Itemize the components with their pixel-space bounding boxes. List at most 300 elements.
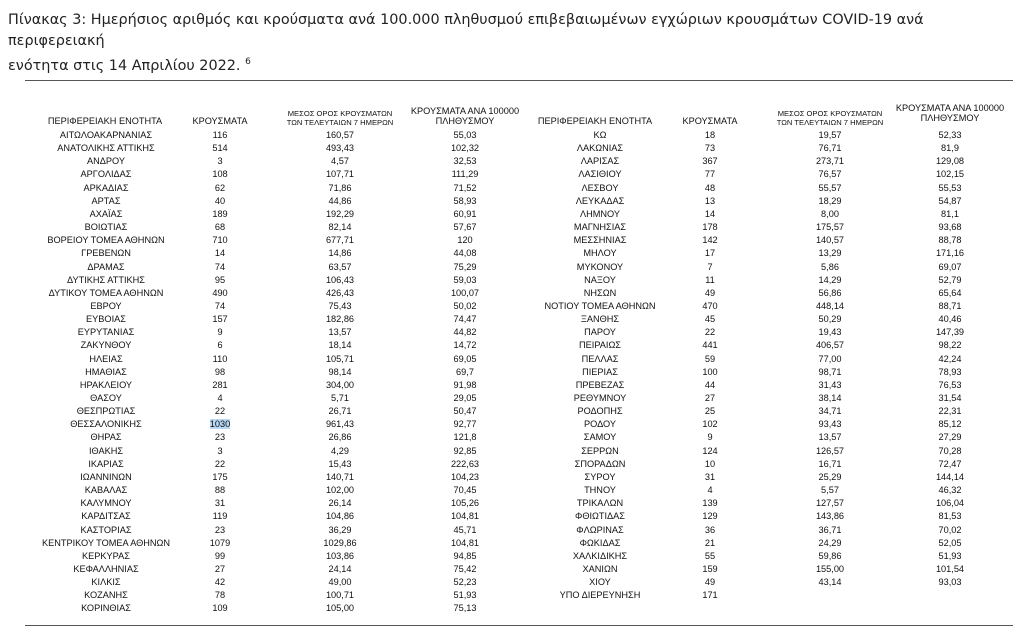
cell-cases: 74 [214,300,226,311]
cell-avg7: 75,43 [328,300,352,311]
table-row [0,182,1024,195]
cell-per100k: 52,05 [938,537,962,548]
cell-per100k: 78,93 [938,366,962,377]
cell-per100k: 70,02 [938,524,962,535]
cell-region: ΛΑΡΙΣΑΣ [580,156,620,167]
cell-cases: 124 [702,445,718,456]
cell-cases: 142 [702,235,718,246]
cell-cases: 129 [702,511,718,522]
cell-avg7: 140,71 [325,471,355,482]
table-row [0,563,1024,576]
cell-region: ΧΙΟΥ [589,577,611,588]
cell-avg7: 14,29 [818,274,842,285]
cell-region: ΡΟΔΟΥ [583,419,616,430]
cell-cases: 139 [702,498,718,509]
cell-region: ΚΕΦΑΛΛΗΝΙΑΣ [73,563,139,574]
cell-per100k: 50,47 [453,406,477,417]
table-row [0,471,1024,484]
cell-per100k: 58,93 [453,195,477,206]
cell-avg7: 63,57 [328,261,352,272]
cell-per100k: 104,81 [450,511,480,522]
cell-avg7: 25,29 [818,471,842,482]
cell-per100k: 51,93 [453,590,477,601]
cell-region: ΗΡΑΚΛΕΙΟΥ [79,379,133,390]
cell-region: ΚΑΛΥΜΝΟΥ [80,498,132,509]
cell-region: ΖΑΚΥΝΘΟΥ [80,340,132,351]
cell-per100k: 94,85 [453,550,477,561]
cell-region: ΝΟΤΙΟΥ ΤΟΜΕΑ ΑΘΗΝΩΝ [544,300,656,311]
cell-avg7: 5,57 [821,485,839,496]
cell-cases: 13 [704,195,716,206]
cell-cases: 171 [702,590,718,601]
cell-region: ΙΚΑΡΙΑΣ [88,458,124,469]
cell-per100k: 144,14 [935,471,965,482]
table-row [0,366,1024,379]
cell-per100k: 92,85 [453,445,477,456]
cell-cases: 22 [214,406,226,417]
cell-region: ΛΕΣΒΟΥ [581,182,619,193]
selected-cell-text[interactable]: 1030 [209,419,231,430]
cell-avg7: 15,43 [328,458,352,469]
cell-region: ΣΕΡΡΩΝ [581,445,619,456]
cell-cases: 4 [217,393,223,403]
cell-cases: 27 [704,393,716,403]
cell-region: ΚΟΡΙΝΘΙΑΣ [81,603,131,614]
cell-region: ΒΟΡΕΙΟΥ ΤΟΜΕΑ ΑΘΗΝΩΝ [47,235,165,246]
cell-cases: 710 [212,235,228,246]
cell-avg7: 175,57 [815,222,845,233]
cell-per100k: 100,07 [450,287,480,298]
cell-avg7: 55,57 [818,182,842,193]
header-per100k-right-line1: ΚΡΟΥΣΜΑΤΑ ΑΝΑ 100000 [895,103,1005,113]
table-row [0,602,1024,615]
header-region-left: ΠΕΡΙΦΕΡΕΙΑΚΗ ΕΝΟΤΗΤΑ [47,116,163,126]
cell-per100k: 57,67 [453,222,477,233]
cell-avg7: 24,29 [818,537,842,548]
cell-per100k: 81,53 [938,511,962,522]
cell-region: ΧΑΝΙΩΝ [582,563,618,574]
cell-cases: 9 [707,432,713,443]
table-row [0,208,1024,221]
cell-cases: 23 [214,432,226,443]
table-row [0,326,1024,339]
cell-per100k: 32,53 [453,156,477,167]
cell-cases: 23 [214,524,226,535]
header-per100k-left [405,106,525,126]
cell-per100k: 104,81 [450,537,480,548]
cell-per100k: 88,71 [938,300,962,311]
table-row [0,142,1024,155]
cell-region: ΗΛΕΙΑΣ [89,353,123,364]
cell-per100k: 70,45 [453,485,477,496]
cell-cases: 49 [704,287,716,298]
cell-region: ΦΩΚΙΔΑΣ [579,537,621,548]
cell-per100k: 69,7 [456,366,474,377]
cell-cases: 22 [704,327,716,338]
cell-region: ΓΡΕΒΕΝΩΝ [81,248,131,259]
cell-avg7: 24,14 [328,563,352,574]
cell-cases: 14 [214,248,226,259]
cell-cases: 22 [214,458,226,469]
cell-cases: 514 [212,143,228,154]
cell-per100k: 93,68 [938,222,962,233]
cell-region: ΦΘΙΩΤΙΔΑΣ [574,511,625,522]
header-cases-left: ΚΡΟΥΣΜΑΤΑ [192,116,248,126]
cell-region: ΡΕΘΥΜΝΟΥ [573,393,627,403]
cell-per100k: 44,08 [453,248,477,259]
cell-per100k: 75,29 [453,261,477,272]
cell-avg7: 192,29 [325,208,355,219]
cell-per100k: 52,23 [453,577,477,588]
cell-per100k: 101,54 [935,563,965,574]
cell-avg7: 49,00 [328,577,352,588]
cell-avg7: 82,14 [328,222,352,233]
cell-region: ΕΥΒΟΙΑΣ [86,314,126,325]
table-row [0,353,1024,366]
cell-per100k: 65,64 [938,287,962,298]
cell-avg7: 961,43 [325,419,355,430]
cell-per100k: 104,23 [450,471,480,482]
cell-per100k: 147,39 [935,327,965,338]
cell-cases: 4 [707,485,713,496]
cell-avg7: 16,71 [818,458,842,469]
table-row [0,431,1024,444]
table-row [0,195,1024,208]
cell-avg7: 26,14 [328,498,352,509]
cell-cases: 99 [214,550,226,561]
cell-avg7: 56,86 [818,287,842,298]
cell-per100k: 50,02 [453,300,477,311]
cell-avg7: 104,86 [325,511,355,522]
cell-per100k: 105,26 [450,498,480,509]
cell-cases: 98 [214,366,226,377]
cell-avg7: 77,00 [818,353,842,364]
cell-avg7: 5,71 [331,393,349,403]
cell-region: ΚΑΣΤΟΡΙΑΣ [80,524,132,535]
cell-per100k: 14,72 [453,340,477,351]
cell-cases: 74 [214,261,226,272]
cell-cases: 1079 [209,537,231,548]
cell-region: ΑΡΚΑΔΙΑΣ [83,182,129,193]
cell-per100k: 98,22 [938,340,962,351]
cell-avg7: 1029,86 [323,537,357,548]
table-row [0,418,1024,431]
cell-region: ΛΑΚΩΝΙΑΣ [576,143,624,154]
cell-per100k: 45,71 [453,524,477,535]
cell-per100k: 93,03 [938,577,962,588]
cell-cases: 109 [212,603,228,614]
cell-region: ΠΡΕΒΕΖΑΣ [575,379,625,390]
cell-avg7: 105,71 [325,353,355,364]
cell-cases: 367 [702,156,718,167]
cell-avg7: 127,57 [815,498,845,509]
cell-cases: 88 [214,485,226,496]
cell-avg7: 26,86 [328,432,352,443]
cell-per100k: 55,03 [453,130,477,140]
table-row [0,484,1024,497]
cell-region: ΥΠΟ ΔΙΕΡΕΥΝΗΣΗ [559,590,641,601]
caption-line-1: Πίνακας 3: Ημερήσιος αριθμός και κρούσματα ανά 100.000 πληθυσμού επιβεβαιωμένων εγχώριων κρουσμάτων COVID-19 ανά περιφερειακή [8,12,924,49]
cell-per100k: 91,98 [453,379,477,390]
cell-per100k: 44,82 [453,327,477,338]
table-row [0,313,1024,326]
cell-avg7: 76,57 [818,169,842,180]
cell-avg7: 406,57 [815,340,845,351]
cell-region: ΠΕΙΡΑΙΩΣ [579,340,621,351]
cell-per100k: 171,16 [935,248,965,259]
header-avg7-left-line2: ΤΩΝ ΤΕΛΕΥΤΑΙΩΝ 7 ΗΜΕΡΩΝ [286,118,394,127]
cell-cases: 44 [704,379,716,390]
cell-per100k: 71,52 [453,182,477,193]
cell-per100k: 88,78 [938,235,962,246]
cell-per100k: 75,13 [453,603,477,614]
cell-avg7: 36,71 [818,524,842,535]
cell-avg7: 13,57 [328,327,352,338]
header-avg7-right [760,109,900,127]
cell-region: ΙΘΑΚΗΣ [88,445,124,456]
cell-avg7: 493,43 [325,143,355,154]
cell-cases: 42 [214,577,226,588]
cell-region: ΚΙΛΚΙΣ [91,577,121,588]
cell-avg7: 107,71 [325,169,355,180]
cell-avg7: 103,86 [325,550,355,561]
cell-avg7: 5,86 [821,261,839,272]
cell-avg7: 44,86 [328,195,352,206]
cell-avg7: 18,29 [818,195,842,206]
cell-region: ΙΩΑΝΝΙΝΩΝ [80,471,132,482]
cell-cases: 73 [704,143,716,154]
cell-cases: 110 [212,353,228,364]
cell-region: ΜΕΣΣΗΝΙΑΣ [573,235,627,246]
cell-cases: 175 [212,471,228,482]
header-avg7-left-line1: ΜΕΣΟΣ ΟΡΟΣ ΚΡΟΥΣΜΑΤΩΝ [287,109,393,118]
cell-avg7: 98,71 [818,366,842,377]
caption-line-2: ενότητα στις 14 Απριλίου 2022. [8,57,241,74]
cell-region: ΤΗΝΟΥ [584,485,616,496]
cell-per100k: 31,54 [938,393,962,403]
cell-avg7: 155,00 [815,563,845,574]
cell-avg7: 31,43 [818,379,842,390]
cell-region: ΔΥΤΙΚΟΥ ΤΟΜΕΑ ΑΘΗΝΩΝ [48,287,164,298]
cell-avg7: 43,14 [818,577,842,588]
cell-cases: 441 [702,340,718,351]
header-cases-right: ΚΡΟΥΣΜΑΤΑ [682,116,738,126]
cell-region: ΤΡΙΚΑΛΩΝ [576,498,624,509]
cell-cases: 10 [704,458,716,469]
table-row [0,339,1024,352]
cell-per100k: 59,03 [453,274,477,285]
cell-cases: 95 [214,274,226,285]
cell-cases: 49 [704,577,716,588]
header-per100k-left-line1: ΚΡΟΥΣΜΑΤΑ ΑΝΑ 100000 [410,106,520,116]
cell-per100k: 29,05 [453,393,477,403]
cell-avg7: 4,57 [331,156,349,167]
cell-avg7: 19,57 [818,130,842,140]
cell-per100k: 222,63 [450,458,480,469]
cell-cases: 21 [704,537,716,548]
table-row [0,274,1024,287]
cell-region: ΜΗΛΟΥ [583,248,617,259]
cell-per100k: 106,04 [935,498,965,509]
table-row [0,300,1024,313]
cell-avg7: 304,00 [325,379,355,390]
cell-avg7: 71,86 [328,182,352,193]
cell-avg7: 59,86 [818,550,842,561]
cell-avg7: 160,57 [325,130,355,140]
cell-avg7: 106,43 [325,274,355,285]
cell-cases: 59 [704,353,716,364]
header-avg7-right-line2: ΤΩΝ ΤΕΛΕΥΤΑΙΩΝ 7 ΗΜΕΡΩΝ [776,118,884,127]
table-row [0,392,1024,405]
cell-cases: 48 [704,182,716,193]
cell-per100k: 75,42 [453,563,477,574]
cell-per100k: 69,05 [453,353,477,364]
cell-cases: 14 [704,208,716,219]
cell-avg7: 273,71 [815,156,845,167]
cell-per100k: 129,08 [935,156,965,167]
cell-avg7: 38,14 [818,393,842,403]
cell-per100k: 74,47 [453,314,477,325]
cell-cases: 11 [705,274,715,285]
cell-cases: 7 [707,261,713,272]
header-avg7-right-line1: ΜΕΣΟΣ ΟΡΟΣ ΚΡΟΥΣΜΑΤΩΝ [777,109,883,118]
table-row [0,287,1024,300]
cell-cases: 17 [704,248,716,259]
cell-cases: 116 [212,130,228,140]
cell-avg7: 182,86 [325,314,355,325]
cell-cases: 31 [214,498,226,509]
table-row [0,445,1024,458]
table-row [0,589,1024,602]
cell-per100k: 52,79 [938,274,962,285]
cell-region: ΘΗΡΑΣ [90,432,122,443]
caption-footnote: 6 [245,57,251,67]
cell-region: ΝΑΞΟΥ [584,274,616,285]
cell-avg7: 105,00 [325,603,355,614]
cell-avg7: 18,14 [328,340,352,351]
top-rule [25,80,1013,81]
cell-per100k: 27,29 [938,432,962,443]
cell-per100k: 55,53 [938,182,962,193]
cell-cases: 159 [702,563,718,574]
cell-per100k: 52,33 [938,130,962,140]
cell-per100k: 121,8 [453,432,477,443]
cell-per100k: 72,47 [938,458,962,469]
table-row [0,247,1024,260]
cell-per100k: 120 [457,235,473,246]
table-row [0,576,1024,589]
cell-region: ΧΑΛΚΙΔΙΚΗΣ [572,550,628,561]
cell-cases: 31 [704,471,716,482]
cell-region: ΚΑΒΑΛΑΣ [84,485,128,496]
cell-cases: 27 [214,563,226,574]
cell-avg7: 19,43 [818,327,842,338]
cell-region: ΞΑΝΘΗΣ [580,314,620,325]
cell-region: ΑΝΑΤΟΛΙΚΗΣ ΑΤΤΙΚΗΣ [57,143,155,154]
cell-avg7: 13,29 [818,248,842,259]
table-row [0,550,1024,563]
cell-region: ΛΗΜΝΟΥ [579,208,621,219]
cell-cases: 6 [217,340,223,351]
cell-per100k: 81,9 [941,143,959,154]
cell-avg7: 426,43 [325,287,355,298]
cell-per100k: 81,1 [941,208,959,219]
cell-per100k: 92,77 [453,419,477,430]
cell-region: ΔΥΤΙΚΗΣ ΑΤΤΙΚΗΣ [67,274,145,285]
header-avg7-left [270,109,410,127]
cell-cases: 9 [217,327,223,338]
cell-region: ΡΟΔΟΠΗΣ [577,406,623,417]
cell-cases: 490 [212,287,228,298]
cell-region: ΘΕΣΣΑΛΟΝΙΚΗΣ [70,419,142,430]
cell-cases: 40 [214,195,226,206]
cell-cases: 18 [704,130,716,140]
cell-region: ΑΧΑΪΑΣ [89,208,123,219]
cell-region: ΜΑΓΝΗΣΙΑΣ [573,222,627,233]
cell-region: ΛΑΣΙΘΙΟΥ [578,169,622,180]
cell-cases: 119 [212,511,228,522]
cell-avg7: 34,71 [818,406,842,417]
cell-region: ΛΕΥΚΑΔΑΣ [575,195,625,206]
cell-per100k: 102,15 [935,169,965,180]
table-row [0,524,1024,537]
cell-region: ΘΕΣΠΡΩΤΙΑΣ [76,406,136,417]
table-row [0,261,1024,274]
table-row [0,537,1024,550]
cell-per100k: 85,12 [938,419,962,430]
table-row [0,497,1024,510]
cell-per100k: 54,87 [938,195,962,206]
table-row [0,510,1024,523]
cell-region: ΕΒΡΟΥ [90,300,122,311]
cell-avg7: 26,71 [328,406,352,417]
cell-cases: 36 [704,524,716,535]
cell-region: ΘΑΣΟΥ [90,393,122,403]
cell-per100k: 102,32 [450,143,480,154]
cell-per100k: 111,29 [451,169,479,180]
cell-region: ΣΥΡΟΥ [584,471,616,482]
cell-region: ΣΠΟΡΑΔΩΝ [574,458,626,469]
bottom-rule [25,625,1013,626]
table-row [0,234,1024,247]
cell-avg7: 4,29 [331,445,349,456]
cell-avg7: 36,29 [328,524,352,535]
cell-region: ΚΩ [593,130,607,140]
cell-region: ΚΑΡΔΙΤΣΑΣ [81,511,131,522]
cell-region: ΦΛΩΡΙΝΑΣ [576,524,624,535]
cell-avg7: 13,57 [818,432,842,443]
table-row [0,221,1024,234]
cell-region: ΑΙΤΩΛΟΑΚΑΡΝΑΝΙΑΣ [59,130,153,140]
cell-region: ΗΜΑΘΙΑΣ [85,366,127,377]
cell-region: ΚΕΡΚΥΡΑΣ [82,550,130,561]
cell-cases: 178 [702,222,718,233]
cell-region: ΠΙΕΡΙΑΣ [582,366,618,377]
cell-region: ΣΑΜΟΥ [583,432,617,443]
cell-cases: 3 [217,156,223,167]
cell-cases: 189 [212,208,228,219]
cell-per100k: 40,46 [938,314,962,325]
table-row [0,405,1024,418]
cell-region: ΠΕΛΛΑΣ [581,353,619,364]
cell-avg7: 448,14 [815,300,845,311]
cell-cases: 470 [702,300,718,311]
cell-cases: 78 [214,590,226,601]
cell-per100k: 22,31 [938,406,962,417]
cell-cases: 281 [212,379,228,390]
cell-per100k: 69,07 [938,261,962,272]
cell-avg7: 8,00 [821,208,839,219]
